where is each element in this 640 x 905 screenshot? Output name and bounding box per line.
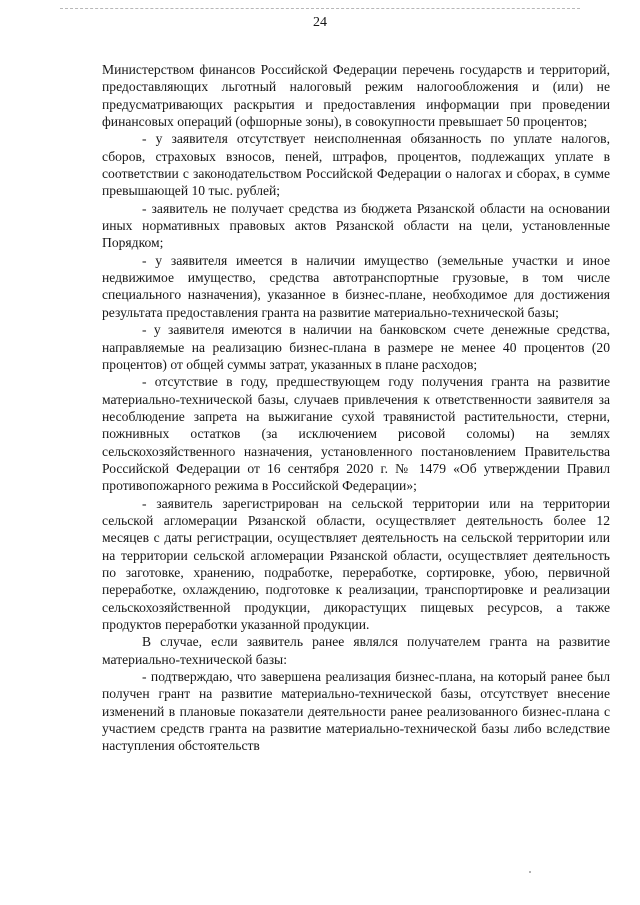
- document-body: [102, 61, 610, 755]
- paragraph-bank-funds: - у заявителя имеются в наличии на банковском счете денежные средства, направляемые на реализацию бизнес-плана в размере не менее 40 процентов (20 процентов) от общей суммы затрат, указанных в плане расходов;: [102, 322, 610, 372]
- scan-top-edge: [60, 8, 580, 9]
- paragraph-no-regional-funds: - заявитель не получает средства из бюджета Рязанской области на основании иных нормативных правовых актов Рязанской области на цели, установленные Порядком;: [102, 200, 610, 251]
- paragraph-no-burning-violations: - отсутствие в году, предшествующем году получения гранта на развитие материально-технической базы, случаев привлечения к ответственности заявителя за несоблюдение запрета на выжигание сухой травянистой растительности, стерни, пожнивных остатков (за исключением рисовой соломы) на землях сельскохозяйственного назначения, установленного постановлением Правительства Российской Федерации от 16 сентября 2020 г. № 1479 «Об утверждении Правил противопожарного режима в Российской Федерации»;: [102, 374, 610, 494]
- page-number: 24: [313, 15, 327, 30]
- paragraph-rural-registration: - заявитель зарегистрирован на сельской территории или на территории сельской агломерации Рязанской области, осуществляет деятельность более 12 месяцев с даты регистрации, осуществляет деятельность на сельской территории или на территории сельской агломерации Рязанской области, осуществляет деятельность по заготовке, хранению, подработке, переработке, сортировке, убою, первичной переработке, охлаждению, подготовке к реализации, транспортировке и реализации сельскохозяйственной продукции, дикорастущих пищевых ресурсов, а также продуктов переработки указанной продукции.: [102, 495, 610, 632]
- paragraph-property-available: - у заявителя имеется в наличии имущество (земельные участки и иное недвижимое имущество, средства автотранспортные грузовые, в том числе специального назначения), указанное в бизнес-плане, необходимое для достижения результата предоставления гранта на развитие материально-технической базы;: [102, 252, 610, 320]
- paragraph-confirmation: - подтверждаю, что завершена реализация бизнес-плана, на который ранее был получен грант на развитие материально-технической базы, отсутствует внесение изменений в плановые показатели деятельности ранее реализованного бизнес-плана с участием средств гранта на развитие материально-технической базы либо вследствие наступления обстоятельств: [102, 669, 610, 754]
- scan-speck: [529, 871, 531, 873]
- paragraph-offshore-continuation: Министерством финансов Российской Федерации перечень государств и территорий, предоставляющих льготный налоговый режим налогообложения и (или) не предусматривающих раскрытия и предоставления информации при проведении финансовых операций (офшорные зоны), в совокупности превышает 50 процентов;: [102, 62, 610, 130]
- paragraph-no-tax-debt: - у заявителя отсутствует неисполненная обязанность по уплате налогов, сборов, страховых взносов, пеней, штрафов, процентов, подлежащих уплате в соответствии с законодательством Российской Федерации о налогах и сборах, в сумме превышающей 10 тыс. рублей;: [102, 131, 610, 199]
- paragraph-previous-grant-recipient: В случае, если заявитель ранее являлся получателем гранта на развитие материально-технической базы:: [102, 634, 610, 667]
